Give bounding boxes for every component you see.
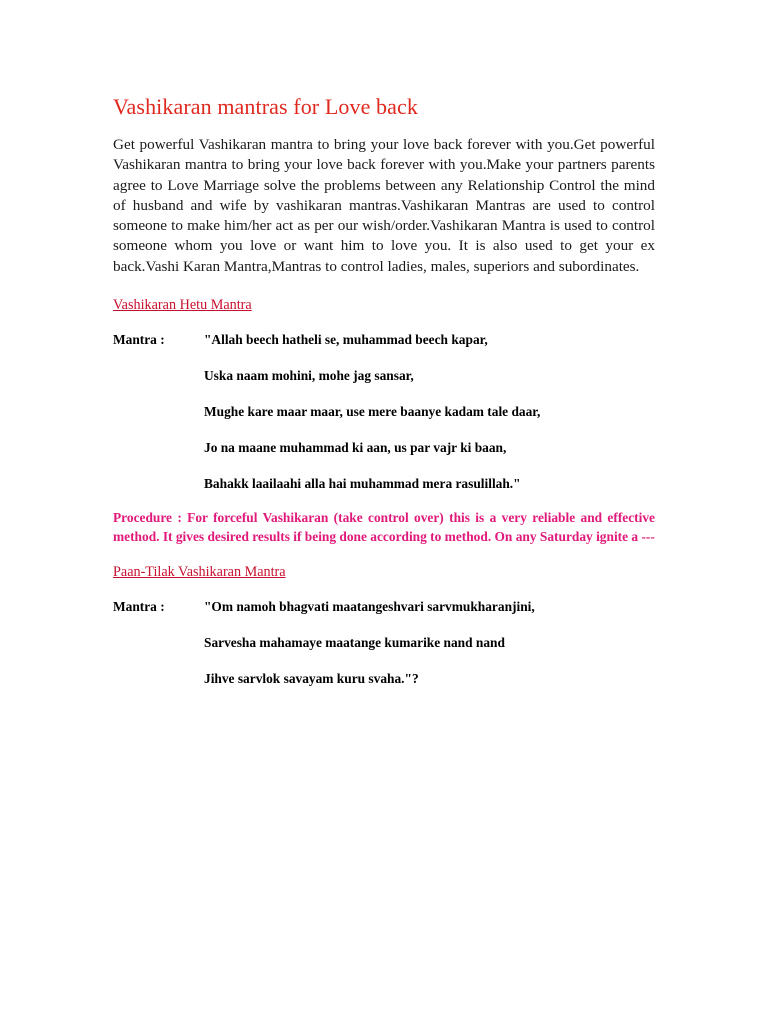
- intro-paragraph: Get powerful Vashikaran mantra to bring your love back forever with you.Get powerful Vashikaran mantra to bring your love back forever with you.Make your partners parents agree to Love Marriage solve the problems between any Relationship Control the mind of husband and wife by vashikaran mantras.Vashikaran Mantras are used to control someone to make him/her act as per our wish/order.Vashikaran Mantra is used to control someone whom you love or want him to love you. It is also used to get your ex back.Vashi Karan Mantra,Mantras to control ladies, males, superiors and subordinates.: [113, 136, 655, 275]
- mantra-line: Jo na maane muhammad ki aan, us par vajr ki baan,: [204, 440, 507, 456]
- document-page: [113, 92, 655, 688]
- mantra-line: "Allah beech hatheli se, muhammad beech kapar,: [204, 332, 488, 348]
- mantra-row: [113, 331, 655, 349]
- mantra-line: Jihve sarvlok savayam kuru svaha."?: [204, 671, 419, 687]
- mantra-row: [113, 634, 655, 652]
- mantra-line: Bahakk laailaahi alla hai muhammad mera rasulillah.": [204, 476, 521, 492]
- mantra-block-hetu: [113, 331, 655, 493]
- mantra-line: "Om namoh bhagvati maatangeshvari sarvmukharanjini,: [204, 599, 535, 615]
- mantra-line: Sarvesha mahamaye maatange kumarike nand nand: [204, 635, 505, 651]
- mantra-row: [113, 367, 655, 385]
- page-title: Vashikaran mantras for Love back: [113, 94, 418, 119]
- mantra-row: [113, 439, 655, 457]
- mantra-row: [113, 598, 655, 616]
- mantra-row: [113, 670, 655, 688]
- procedure-paragraph: Procedure : For forceful Vashikaran (take control over) this is a very reliable and effective method. It gives desired results if being done according to method. On any Saturday ignite a ---: [113, 510, 655, 544]
- mantra-label: Mantra :: [113, 599, 165, 615]
- section-heading-hetu-mantra: Vashikaran Hetu Mantra: [113, 297, 252, 314]
- mantra-block-paan-tilak: [113, 598, 655, 688]
- section-heading-paan-tilak-mantra: Paan-Tilak Vashikaran Mantra: [113, 564, 286, 581]
- mantra-line: Uska naam mohini, mohe jag sansar,: [204, 368, 414, 384]
- mantra-row: [113, 475, 655, 493]
- mantra-row: [113, 403, 655, 421]
- mantra-label: Mantra :: [113, 332, 165, 348]
- mantra-line: Mughe kare maar maar, use mere baanye kadam tale daar,: [204, 404, 541, 420]
